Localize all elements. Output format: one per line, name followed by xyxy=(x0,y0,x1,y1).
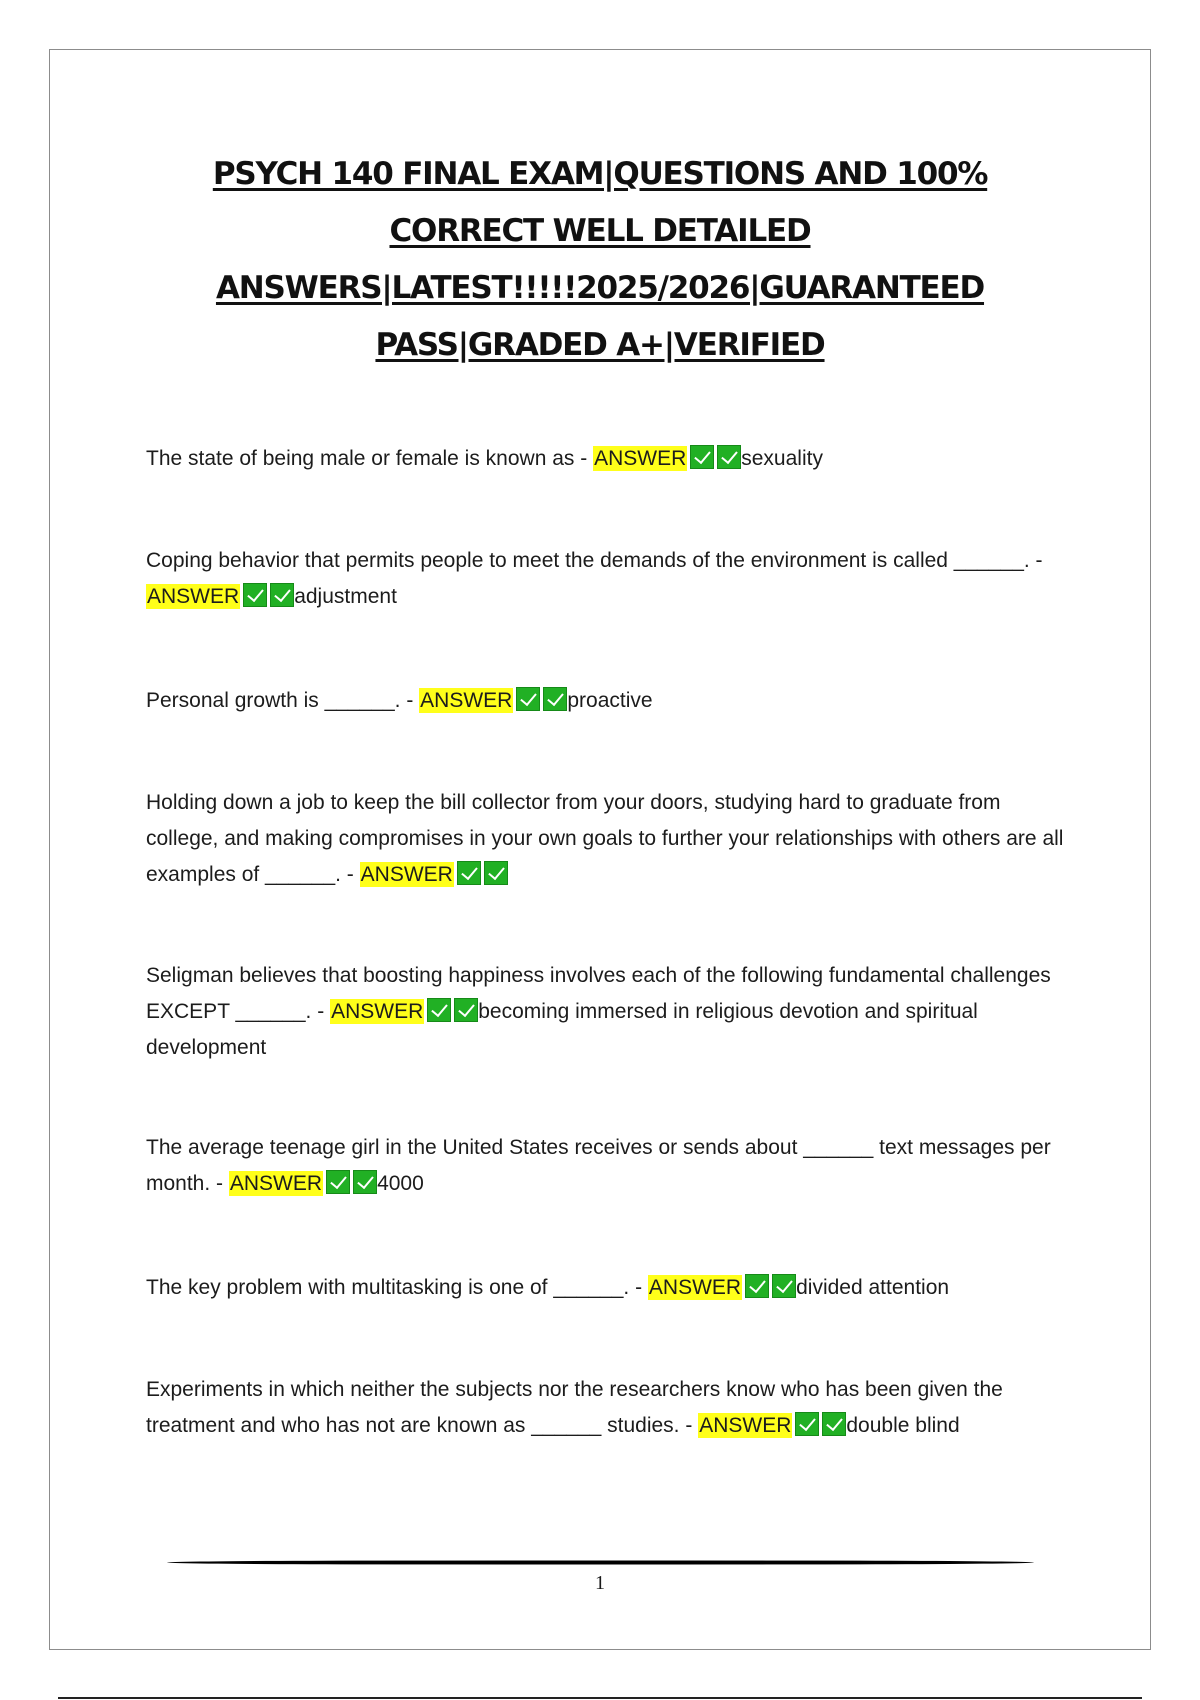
answer-label: ANSWER xyxy=(594,447,687,470)
check-mark-icon xyxy=(484,861,508,885)
document-title: PSYCH 140 FINAL EXAM|QUESTIONS AND 100% CORRECT WELL DETAILED ANSWERS|LATEST!!!!!2025/2026|GUARANTEED PASS|GRADED A+|VERIFIED xyxy=(212,156,988,363)
check-mark-icon xyxy=(745,1274,769,1298)
check-mark-icon xyxy=(795,1412,819,1436)
qa-item xyxy=(146,1270,1066,1306)
check-mark-icon xyxy=(822,1412,846,1436)
page-number: 1 xyxy=(595,1572,605,1594)
answer-text: sexuality xyxy=(741,447,823,470)
check-mark-icon xyxy=(516,687,540,711)
check-mark-icon xyxy=(457,861,481,885)
qa-item xyxy=(146,441,1066,477)
check-mark-icon xyxy=(543,687,567,711)
check-mark-icon xyxy=(326,1170,350,1194)
question-text: Experiments in which neither the subjects nor the researchers know who has been given the treatment and who has not are known as ______ studies. - xyxy=(146,1378,1003,1437)
check-mark-icon xyxy=(717,445,741,469)
qa-item xyxy=(146,1130,1066,1202)
answer-text: 4000 xyxy=(377,1172,424,1195)
qa-item xyxy=(146,683,1066,719)
question-text: The average teenage girl in the United States receives or sends about ______ text messages per month. - xyxy=(146,1136,1051,1195)
answer-label: ANSWER xyxy=(331,1000,424,1023)
page-bottom-divider xyxy=(58,1697,1142,1699)
check-mark-icon xyxy=(454,998,478,1022)
answer-text: adjustment xyxy=(294,585,397,608)
qa-item xyxy=(146,785,1066,893)
answer-text: proactive xyxy=(567,689,653,712)
question-text: Seligman believes that boosting happiness involves each of the following fundamental challenges EXCEPT ______. - xyxy=(146,964,1051,1023)
answer-text: divided attention xyxy=(796,1276,950,1299)
answer-label: ANSWER xyxy=(360,863,453,886)
answer-text: double blind xyxy=(846,1414,960,1437)
footer-divider xyxy=(167,1560,1034,1565)
qa-item xyxy=(146,958,1066,1066)
check-mark-icon xyxy=(353,1170,377,1194)
qa-item xyxy=(146,1372,1066,1444)
qa-item xyxy=(146,543,1066,615)
check-mark-icon xyxy=(270,583,294,607)
answer-label: ANSWER xyxy=(648,1276,742,1299)
question-text: Personal growth is ______. - xyxy=(146,689,420,712)
question-text: Holding down a job to keep the bill collector from your doors, studying hard to graduate from college, and making compromises in your own goals to further your relationships with others are all examples of ______. - xyxy=(146,791,1064,886)
question-text: The state of being male or female is known as - xyxy=(146,447,594,470)
answer-label: ANSWER xyxy=(699,1414,792,1437)
check-mark-icon xyxy=(427,998,451,1022)
answer-text: becoming immersed in religious devotion and spiritual development xyxy=(146,1000,978,1059)
question-text: Coping behavior that permits people to meet the demands of the environment is called ______. - xyxy=(146,549,1043,572)
answer-label: ANSWER xyxy=(229,1172,323,1195)
question-text: The key problem with multitasking is one of ______. - xyxy=(146,1276,648,1299)
answer-label: ANSWER xyxy=(147,585,240,608)
check-mark-icon xyxy=(690,445,714,469)
check-mark-icon xyxy=(243,583,267,607)
check-mark-icon xyxy=(772,1274,796,1298)
answer-label: ANSWER xyxy=(420,689,513,712)
